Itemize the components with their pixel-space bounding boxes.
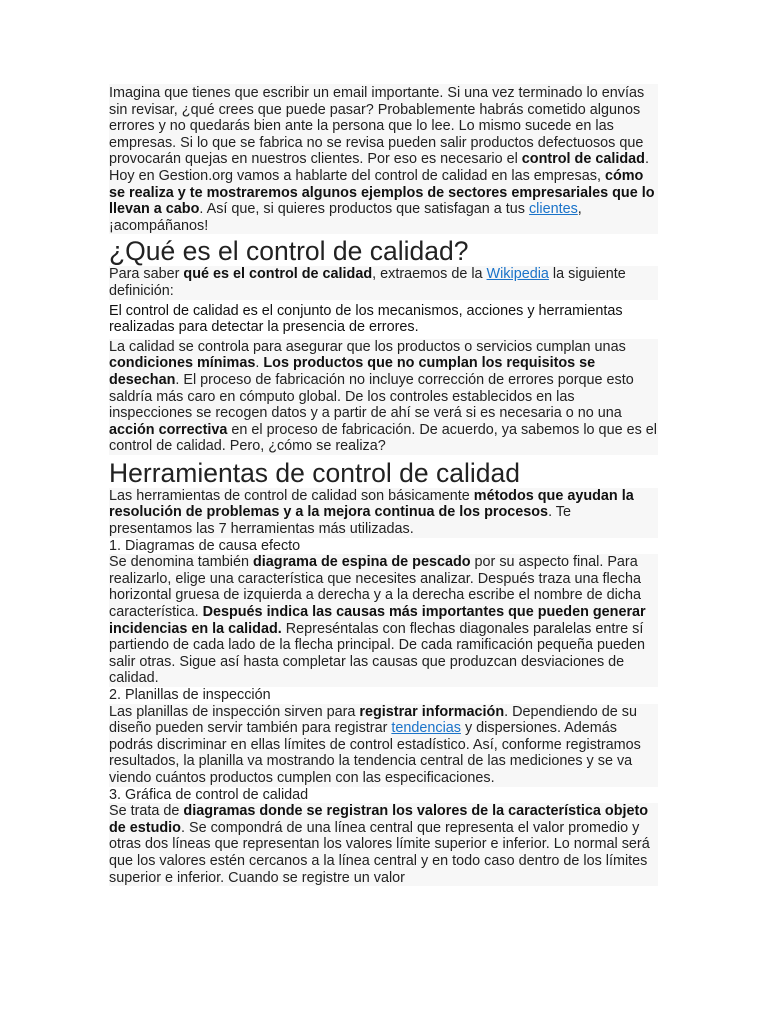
item2-text-1: Las planillas de inspección sirven para [109, 703, 360, 720]
quality-control-paragraph [109, 339, 658, 455]
intro-text-3: . Así que, si quieres productos que satisfagan a tus [199, 201, 529, 218]
intro-text-2: . Hoy en Gestion.org vamos a hablarte del control de calidad en las empresas, [109, 151, 649, 184]
item1-text-3: Represéntalas con flechas diagonales paralelas entre sí partiendo de cada lado de la flecha principal. De cada ramificación pequeña pueden salir otras. Sigue así hasta completar las causas que produzcan desviaciones de calidad. [109, 620, 646, 687]
item1-bold-2: Después indica las causas más importantes que pueden generar incidencias en la calidad. [109, 604, 646, 637]
qc-text-4: en el proceso de fabricación. De acuerdo, ya sabemos lo que es el control de calidad. Pero, ¿cómo se realiza? [109, 421, 657, 455]
item-1-paragraph [109, 554, 658, 687]
qc-bold-2: Los productos que no cumplan los requisitos se desechan [109, 355, 596, 388]
intro-bold-1: control de calidad [521, 151, 645, 168]
article-body [109, 84, 658, 886]
definition-intro-paragraph [109, 266, 658, 299]
qc-bold-3: acción correctiva [109, 421, 228, 438]
item-3-paragraph [109, 803, 658, 886]
def-intro-bold: qué es el control de calidad [183, 266, 373, 283]
def-intro-text-3: la siguiente definición: [109, 266, 626, 299]
item2-text-3: y dispersiones. Además podrás discriminar en ellas límites de control estadístico. Así, conforme registramos resultados, la planilla va mostrando la tendencia central de las mediciones y se va viendo cuántos productos cumplen con las especificaciones. [109, 720, 641, 786]
item3-text-2: . Se compondrá de una línea central que representa el valor promedio y otras dos líneas que representan los valores límite superior e inferior. Lo normal será que los valores estén cercanos a la línea central y en todo caso dentro de los límites superior e inferior. Cuando se registre un valor [109, 819, 650, 886]
item2-text-2: . Dependiendo de su diseño pueden servir también para registrar [109, 703, 637, 737]
intro-text-1: Imagina que tienes que escribir un email importante. Si una vez terminado lo envías sin revisar, ¿qué crees que puede pasar? Probablemente habrás cometido algunos errores y no quedarás bien ante la persona que lo lee. Lo mismo sucede en las empresas. Si lo que se fabrica no se revisa pueden salir productos defectuosos que provocarán quejas en nuestros clientes. Por eso es necesario el [109, 85, 645, 168]
definition-quote: El control de calidad es el conjunto de los mecanismos, acciones y herramientas realizadas para detectar la presencia de errores. [109, 300, 658, 339]
intro-text-4: , ¡acompáñanos! [109, 201, 582, 234]
heading-herramientas: Herramientas de control de calidad [109, 457, 520, 488]
item-2-paragraph [109, 704, 658, 787]
wikipedia-link[interactable]: Wikipedia [486, 266, 549, 283]
clientes-link[interactable]: clientes [528, 201, 578, 218]
tendencias-link[interactable]: tendencias [391, 720, 461, 737]
item1-text-1: Se denomina también [109, 554, 253, 571]
tools-bold: métodos que ayudan la resolución de problemas y a la mejora continua de los procesos [109, 487, 634, 521]
tools-text-1: Las herramientas de control de calidad son básicamente [109, 487, 474, 504]
item-2-title: 2. Planillas de inspección [109, 687, 658, 704]
item-1-title: 1. Diagramas de causa efecto [109, 538, 658, 555]
item-3-title: 3. Gráfica de control de calidad [109, 787, 658, 804]
heading-que-es: ¿Qué es el control de calidad? [109, 236, 469, 267]
qc-text-1: La calidad se controla para asegurar que los productos o servicios cumplan unas [109, 338, 626, 355]
def-intro-text-1: Para saber [109, 266, 184, 283]
qc-text-2: . [255, 355, 264, 372]
tools-text-2: . Te presentamos las 7 herramientas más utilizadas. [109, 504, 571, 538]
intro-bold-2: cómo se realiza y te mostraremos algunos ejemplos de sectores empresariales que lo llevan a cabo [109, 167, 655, 218]
item1-bold-1: diagrama de espina de pescado [253, 554, 471, 571]
item1-text-2: por su aspecto final. Para realizarlo, elige una característica que necesites analizar. Después traza una flecha horizontal gruesa de izquierda a derecha y a la derecha escribe el nombre de dicha característica. [109, 554, 641, 621]
tools-intro-paragraph [109, 488, 658, 538]
qc-text-3: . El proceso de fabricación no incluye corrección de errores porque esto saldría más caro en cómputo global. De los controles establecidos en las inspecciones se recogen datos y a partir de ahí se verá si es necesaria o no una [109, 371, 634, 422]
def-intro-text-2: , extraemos de la [372, 266, 487, 283]
item2-bold: registrar información [359, 703, 505, 720]
item3-bold: diagramas donde se registran los valores de la característica objeto de estudio [109, 803, 649, 836]
qc-bold-1: condiciones mínimas [109, 355, 256, 372]
item3-text-1: Se trata de [109, 803, 184, 820]
intro-paragraph [109, 84, 658, 234]
